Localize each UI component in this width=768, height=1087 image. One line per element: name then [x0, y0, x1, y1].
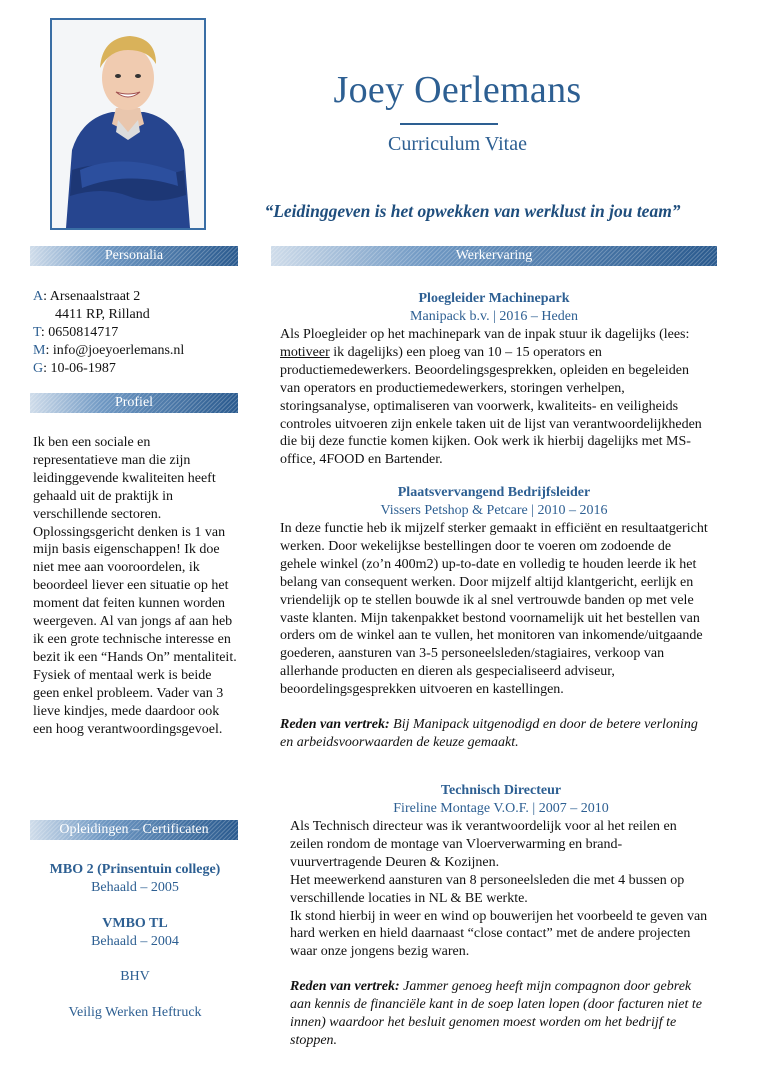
education-item	[30, 968, 240, 986]
job-title: Ploegleider Machinepark	[418, 291, 570, 306]
profile-text: Ik ben een sociale en representatieve man die zijn leidinggevende kwaliteiten heeft gehaald uit de praktijk in verschillende sectoren. Oplossingsgericht denken is 1 van mijn basis eigenschappen! Ik doe niet mee aan vooroordelen, ik beoordeel liever een situatie op het moment dat feiten kunnen worden weergeven. Al van jongs af aan heb ik een grote technische interesse en bezit ik een “Hands On” mentaliteit. Fysiek of mentaal werk is beide geen enkel probleem. Vader van 3 lieve kindjes, mede daardoor ook een hoog verantwoordingsgevoel.	[33, 435, 237, 737]
leave-reason	[280, 716, 708, 752]
motto-quote: “Leidinggeven is het opwekken van werklust in jou team”	[264, 201, 681, 221]
job-entry	[280, 484, 708, 752]
address-label: A	[33, 289, 44, 304]
education-item	[30, 861, 240, 897]
personalia-details	[33, 288, 233, 378]
leave-reason-text: Bij Manipack uitgenodigd en door de betere verloning en arbeidsvoorwaarden de keuze gemaakt.	[280, 717, 698, 750]
profiel-heading: Profiel	[30, 393, 238, 413]
opleidingen-heading: Opleidingen – Certificaten	[30, 820, 238, 840]
birth-label: G	[33, 361, 44, 376]
job-title: Plaatsvervangend Bedrijfsleider	[397, 485, 591, 500]
job-company: Fireline Montage V.O.F. | 2007 – 2010	[393, 801, 609, 816]
phone-value: : 0650814717	[40, 325, 119, 340]
candidate-name: Joey Oerlemans	[333, 69, 582, 111]
job-description: In deze functie heb ik mijzelf sterker gemaakt in efficiënt en resultaatgericht werken. Door wekelijkse bestellingen door te voeren om zodoende de gehele winkel (zo’n 400m2) up-to-date en volledig te houden leerde ik het belang van consequent werken. Door mijzelf altijd klantgericht, eerlijk en vriendelijk op te stellen bouwde ik al snel vertrouwde banden op met vele vaste klanten. Mijn takenpakket bestond voornamelijk uit het bestellen van orders om de winkel aan te vullen, het monitoren van inkomende/uitgaande goederen, aansturen van 3-5 personeelsleden/stagiaires, verkoop van allerhande producten en dieren als gespecialiseerd adviseur, beoordelingsgesprekken uitvoeren en kastellingen.	[280, 521, 708, 698]
leave-reason	[290, 978, 712, 1050]
job-description	[280, 326, 708, 469]
job-text-underlined: motiveer	[280, 344, 330, 360]
education-status: Behaald – 2005	[91, 880, 179, 895]
job-text-part: Als Ploegleider op het machinepark van de inpak stuur ik dagelijks (lees:	[280, 327, 690, 342]
leave-reason-label: Reden van vertrek:	[280, 717, 390, 733]
education-item	[30, 1004, 240, 1022]
education-title: BHV	[120, 969, 150, 984]
name-divider	[400, 123, 498, 125]
job-description: Als Technisch directeur was ik verantwoordelijk voor al het reilen en zeilen rondom de montage van Vloerverwarming en brand-vuurvertragende Deuren & Kozijnen.	[290, 819, 677, 870]
job-company: Manipack b.v. | 2016 – Heden	[410, 309, 578, 324]
education-status: Behaald – 2004	[91, 934, 179, 949]
phone-label: T	[33, 325, 41, 340]
birth-value: : 10-06-1987	[43, 361, 116, 376]
job-description: Ik stond hierbij in weer en wind op bouwerijen het voorbeeld te geven van hard werken en hield daarnaast “close contact” met de andere projecten waar onze jongens bezig waren.	[290, 908, 708, 960]
address-street: : Arsenaalstraat 2	[43, 289, 141, 304]
mail-value: : info@joeyoerlemans.nl	[45, 343, 185, 358]
leave-reason-label: Reden van vertrek:	[290, 979, 400, 995]
mail-label: M	[33, 343, 46, 358]
job-text-part: ik dagelijks) een ploeg van 10 – 15 operators en productiemedewerkers. Beoordelingsgesprekken, opleiden en begeleiden van operators en productiemedewerkers, storingen verhelpen, storingsanalyse, optimaliseren van voorwerk, kwaliteits- en veiligheids controles uitvoeren zijn enkele taken uit de lijst van verantwoordelijkheden die bij deze functie komen kijken. Ook werk ik hierbij dagelijks met MS-office, 4FOOD en Bartender.	[280, 344, 702, 468]
education-item	[30, 915, 240, 951]
mail-line	[33, 342, 233, 360]
job-company: Vissers Petshop & Petcare | 2010 – 2016	[380, 503, 608, 518]
address-line1	[33, 288, 233, 306]
birth-line	[33, 360, 233, 378]
phone-line	[33, 324, 233, 342]
job-entry	[290, 782, 712, 1050]
education-title: VMBO TL	[102, 916, 168, 931]
document-subtitle: Curriculum Vitae	[388, 133, 527, 155]
profile-photo	[50, 18, 206, 230]
portrait-photo-icon	[52, 20, 204, 228]
job-description: Het meewerkend aansturen van 8 personeelsleden die met 4 bussen op verschillende locaties in NL & BE werkte.	[290, 872, 685, 906]
address-line2: 4411 RP, Rilland	[55, 307, 150, 322]
job-entry	[280, 290, 708, 469]
education-title: MBO 2 (Prinsentuin college)	[49, 862, 221, 877]
job-title: Technisch Directeur	[440, 783, 562, 798]
leave-reason-text: Jammer genoeg heeft mijn compagnon door gebrek aan kennis de financiële kant in de soep laten lopen (door facturen niet te innen) waardoor het besluit genomen moest worden om het bedrijf te stoppen.	[290, 979, 702, 1048]
education-title: Veilig Werken Heftruck	[68, 1005, 202, 1020]
personalia-heading: Personalia	[30, 246, 238, 266]
werkervaring-heading: Werkervaring	[271, 246, 717, 266]
